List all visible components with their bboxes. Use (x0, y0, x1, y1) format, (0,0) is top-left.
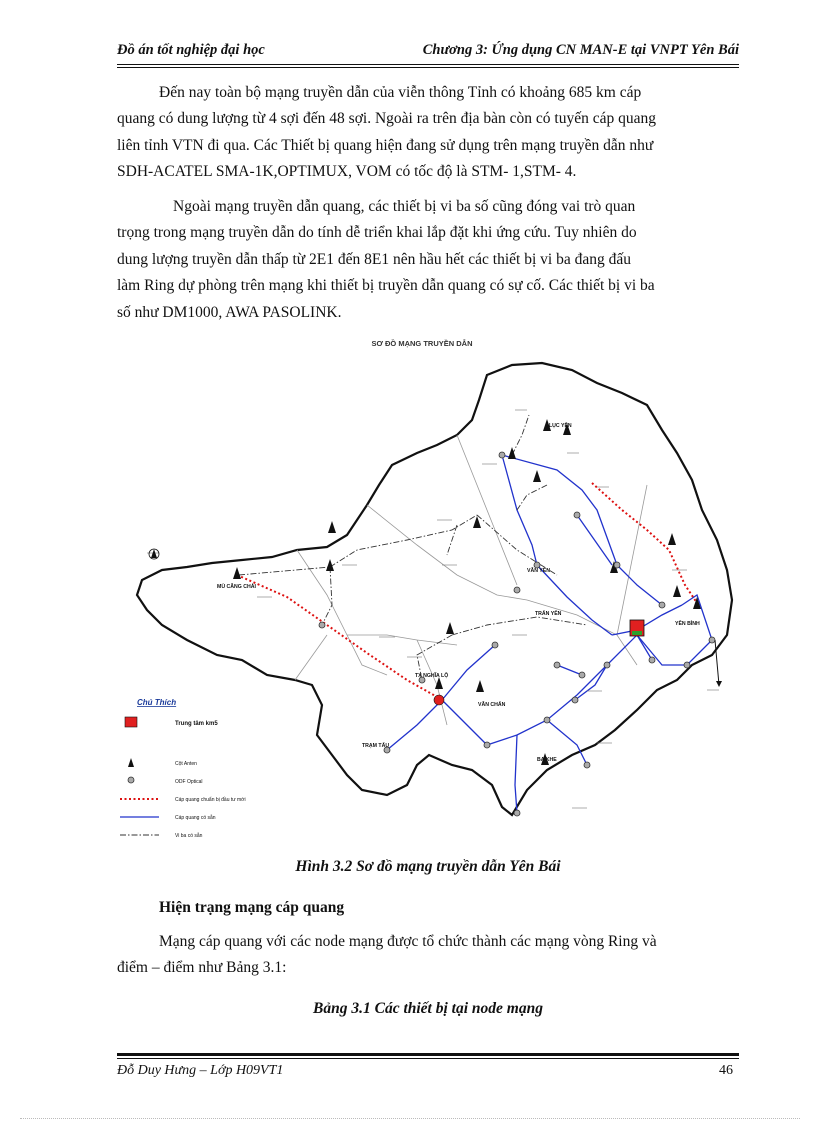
legend-odf-icon (128, 777, 134, 783)
p1-line-3: liên tỉnh VTN đi qua. Các Thiết bị quang hiện đang sử dụng trên mạng truyền dẫn như (117, 136, 654, 154)
header-right: Chương 3: Ứng dụng CN MAN-E tại VNPT Yên Bái (422, 42, 739, 58)
legend-item-microwave: Vi ba có sẵn (175, 833, 203, 839)
label-van-chan: VĂN CHẤN (478, 702, 506, 708)
odf-node (514, 810, 520, 816)
legend-item-existing: Cáp quang có sẵn (175, 815, 216, 821)
odf-node (544, 717, 550, 723)
p1-line-4: SDH-ACATEL SMA-1K,OPTIMUX, VOM có tốc độ là STM- 1,STM- 4. (117, 163, 577, 181)
p2-line-5: số như DM1000, AWA PASOLINK. (117, 303, 342, 321)
paragraph-1 (117, 80, 739, 186)
page-header (117, 38, 739, 62)
section-heading: Hiện trạng mạng cáp quang (159, 899, 345, 916)
header-rule-bottom (117, 67, 739, 68)
bottom-dotted-line (20, 1118, 800, 1119)
remote-antenna-glyph (151, 549, 157, 558)
label-tran-yen: TRẤN YÊN (535, 611, 562, 617)
odf-node (492, 642, 498, 648)
odf-node (604, 662, 610, 668)
footer-author: Đỗ Duy Hưng – Lớp H09VT1 (117, 1063, 284, 1078)
footer-rule-thick (117, 1053, 739, 1056)
p3-line-1: Mạng cáp quang với các node mạng được tổ chức thành các mạng vòng Ring và (159, 933, 657, 950)
odf-node (614, 562, 620, 568)
paragraph-2 (117, 194, 739, 326)
odf-node (579, 672, 585, 678)
page-number: 46 (719, 1063, 733, 1078)
antenna-icon (328, 521, 336, 533)
p1-line-2: quang có dung lượng từ 4 sợi đến 48 sợi. Ngoài ra trên địa bàn còn có tuyến cáp quang (117, 110, 656, 128)
paragraph-3 (117, 929, 739, 982)
odf-node (709, 637, 715, 643)
legend-item-odf: ODF Optical (175, 779, 203, 785)
nghia-lo-center-marker (434, 695, 444, 705)
label-ba-khe: BA KHE (537, 757, 557, 763)
network-map (117, 335, 739, 845)
p3-line-2: điểm – điểm như Bảng 3.1: (117, 959, 287, 977)
figure-caption: Hình 3.2 Sơ đồ mạng truyền dẫn Yên Bái (295, 858, 561, 875)
label-tram-tau: TRẠM TẤU (362, 743, 390, 749)
label-yen-binh: YÊN BÌNH (675, 621, 700, 627)
legend-antenna-icon (128, 758, 134, 767)
p2-line-1: Ngoài mạng truyền dẫn quang, các thiết bị vi ba số cũng đóng vai trò quan (173, 198, 636, 215)
odf-node (649, 657, 655, 663)
label-van-yen: VĂN YÊN (527, 568, 550, 574)
p2-line-3: dung lượng truyền dẫn thấp từ 2E1 đến 8E1 nên hầu hết các thiết bị vi ba đang đấu (117, 250, 631, 268)
p1-line-1: Đến nay toàn bộ mạng truyền dẫn của viễn thông Tỉnh có khoảng 685 km cáp (159, 84, 642, 101)
legend-center-swatch (125, 717, 137, 727)
odf-node (572, 697, 578, 703)
odf-node (514, 587, 520, 593)
center-km5-detail (632, 631, 642, 635)
odf-node (499, 452, 505, 458)
legend-item-center: Trung tâm km5 (175, 721, 218, 727)
odf-node (554, 662, 560, 668)
table-caption: Bảng 3.1 Các thiết bị tại node mạng (313, 1000, 543, 1017)
odf-node (659, 602, 665, 608)
odf-node (574, 512, 580, 518)
page-footer (117, 1063, 739, 1079)
odf-node (684, 662, 690, 668)
legend-item-antenna: Cột Anten (175, 761, 197, 767)
legend-item-planned: Cáp quang chuẩn bị đầu tư mới (175, 797, 246, 803)
arrow-head-icon (716, 681, 722, 687)
odf-node (319, 622, 325, 628)
map-legend (120, 698, 246, 839)
label-luc-yen: LỤC YÊN (549, 423, 572, 429)
header-rule-top (117, 64, 739, 65)
p2-line-4: làm Ring dự phòng trên mạng khi thiết bị truyền dẫn quang có sự cố. Các thiết bị vi ba (117, 277, 655, 295)
label-mu-cang-chai: MÙ CĂNG CHẢI (217, 584, 256, 590)
p2-line-2: trọng trong mạng truyền dẫn do tính dễ triển khai lắp đặt khi ứng cứu. Tuy nhiên do (117, 224, 637, 242)
header-left: Đồ án tốt nghiệp đại học (117, 42, 265, 58)
odf-node (584, 762, 590, 768)
map-title: SƠ ĐỒ MẠNG TRUYỀN DẪN (371, 339, 473, 348)
footer-rule-thin (117, 1058, 739, 1059)
odf-node (484, 742, 490, 748)
legend-title: Chú Thích (137, 698, 177, 707)
label-tx-nghia-lo: TX NGHĨA LỘ (415, 673, 449, 679)
